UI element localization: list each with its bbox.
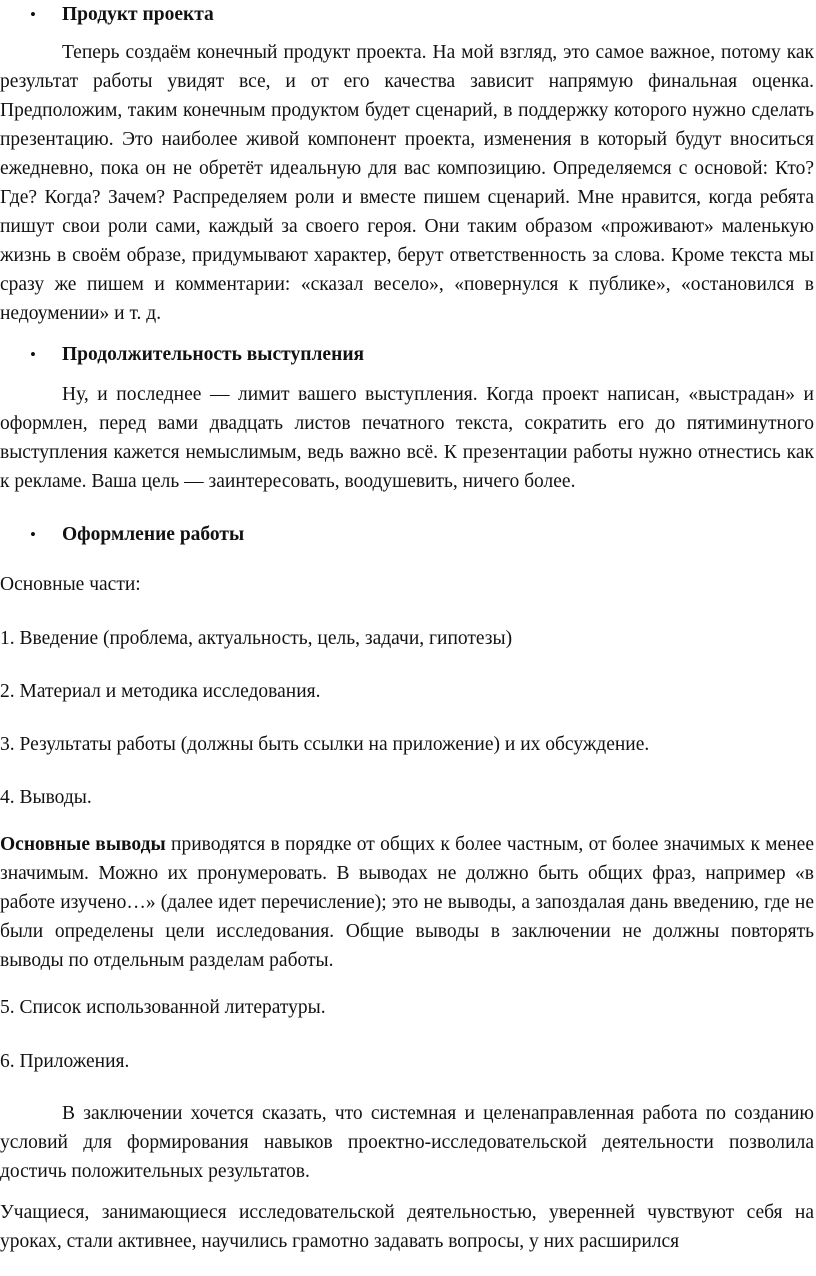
section-title: Продукт проекта bbox=[62, 4, 214, 25]
conclusions-paragraph bbox=[0, 830, 814, 975]
bullet-icon: • bbox=[30, 345, 36, 364]
bullet-icon: • bbox=[30, 5, 36, 24]
section-paragraph: Ну, и последнее — лимит вашего выступления. Когда проект написан, «выстрадан» и оформлен, перед вами двадцать листов печатного текста, сократить его до пятиминутного выступления кажется немыслимым, ведь важно всё. К презентации работы нужно отнестись как к рекламе. Ваша цель — заинтересовать, воодушевить, ничего более. bbox=[0, 384, 814, 492]
section-paragraph: Теперь создаём конечный продукт проекта. На мой взгляд, это самое важное, потому как результат работы увидят все, и от его качества зависит напрямую финальная оценка. Предположим, таким конечным продуктом будет сценарий, в поддержку которого нужно сделать презентацию. Это наиболее живой компонент проекта, изменения в который будут вноситься ежедневно, пока он не обретёт идеальную для вас композицию. Определяемся с основой: Кто? Где? Когда? Зачем? Распределяем роли и вместе пишем сценарий. Мне нравится, когда ребята пишут свои роли сами, каждый за своего героя. Они таким образом «проживают» маленькую жизнь в своём образе, придумывают характер, берут ответственность за слова. Кроме текста мы сразу же пишем и комментарии: «сказал весело», «повернулся к публике», «остановился в недоумении» и т. д. bbox=[0, 42, 814, 324]
conclusions-bold-lead: Основные выводы bbox=[0, 834, 166, 855]
list-item: 4. Выводы. bbox=[0, 787, 92, 808]
parts-label: Основные части: bbox=[0, 574, 141, 595]
section-title: Продолжительность выступления bbox=[62, 344, 365, 365]
bullet-icon: • bbox=[30, 525, 36, 544]
list-item: 1. Введение (проблема, актуальность, цель, задачи, гипотезы) bbox=[0, 628, 513, 649]
conclusions-text: приводятся в порядке от общих к более частным, от более значимых к менее значимым. Можно их пронумеровать. В выводах не должно быть общих фраз, например «в работе изучено…» (далее идет перечисление); это не выводы, а запоздалая дань введению, где не были определены цели исследования. Общие выводы в заключении не должны повторять выводы по отдельным разделам работы. bbox=[0, 834, 814, 971]
closing-paragraph-continued: Учащиеся, занимающиеся исследовательской деятельностью, уверенней чувствуют себя на уроках, стали активнее, научились грамотно задавать вопросы, у них расширился bbox=[0, 1202, 814, 1252]
closing-paragraph: В заключении хочется сказать, что системная и целенаправленная работа по созданию условий для формирования навыков проектно-исследовательской деятельности позволила достичь положительных результатов. bbox=[0, 1103, 814, 1182]
list-item: 3. Результаты работы (должны быть ссылки на приложение) и их обсуждение. bbox=[0, 734, 650, 755]
list-item: 6. Приложения. bbox=[0, 1051, 130, 1072]
list-item: 5. Список использованной литературы. bbox=[0, 997, 326, 1018]
list-item: 2. Материал и методика исследования. bbox=[0, 681, 321, 702]
section-title: Оформление работы bbox=[62, 524, 245, 545]
